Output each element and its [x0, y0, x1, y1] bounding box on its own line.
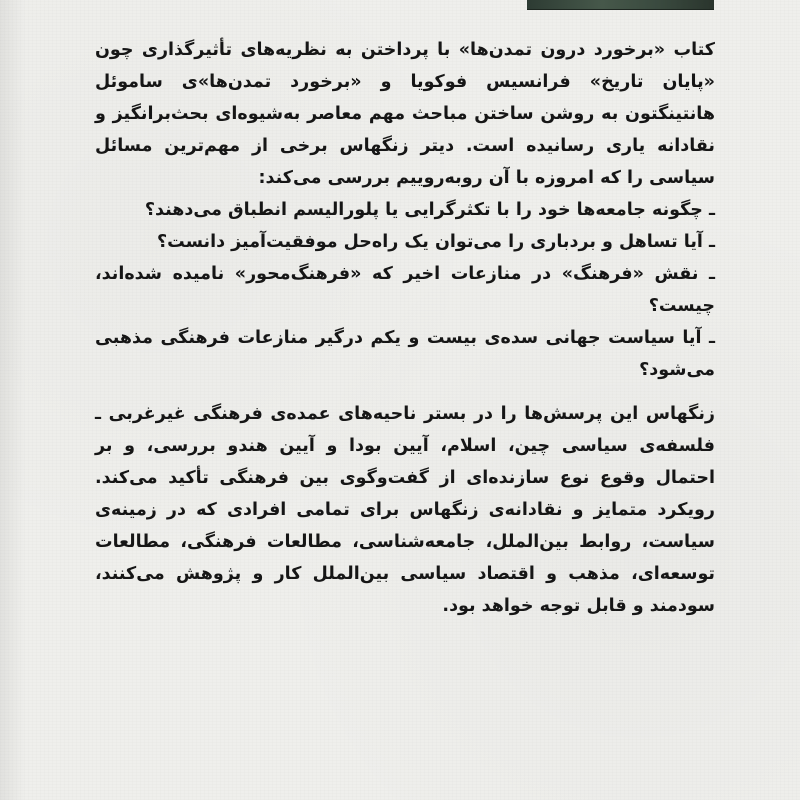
question-item-3: ـ نقش «فرهنگ» در منازعات اخیر که «فرهنگ‌محور» نامیده شده‌اند، چیست؟	[95, 264, 715, 316]
page-edge-shadow	[0, 0, 26, 800]
intro-paragraph: کتاب «برخورد درون تمدن‌ها» با پرداختن به نظریه‌های تأثیرگذاری چون «پایان تاریخ» فرانسیس فوکویا و «برخورد تمدن‌ها»ی ساموئل هانتینگتون به روشن ساختن مباحث مهم معاصر به‌شیوه‌ای بحث‌برانگیز و نقادانه یاری رسانیده است. دیتر زنگهاس برخی از مهم‌ترین مسائل سیاسی را که امروزه با آن روبه‌روییم بررسی می‌کند:	[95, 40, 715, 188]
question-item-4: ـ آیا سیاست جهانی سده‌ی بیست و یکم درگیر منازعات فرهنگی مذهبی می‌شود؟	[95, 328, 715, 380]
question-item-2: ـ آیا تساهل و بردباری را می‌توان یک راه‌حل موفقیت‌آمیز دانست؟	[157, 232, 715, 252]
back-cover-text	[95, 34, 715, 622]
closing-paragraph: زنگهاس این پرسش‌ها را در بستر ناحیه‌های عمده‌ی فرهنگی غیرغربی ـ فلسفه‌ی سیاسی چین، اسلام، آیین بودا و آیین هندو بررسی، و بر احتمال وقوع نوع سازنده‌ای از گفت‌وگوی بین فرهنگی تأکید می‌کند. رویکرد متمایز و نقادانه‌ی زنگهاس برای تمامی افرادی که در زمینه‌ی سیاست، روابط بین‌الملل، جامعه‌شناسی، مطالعات فرهنگی، مطالعات توسعه‌ای، مذهب و اقتصاد سیاسی بین‌الملل کار و پژوهش می‌کنند، سودمند و قابل توجه خواهد بود.	[95, 404, 715, 616]
question-item-1: ـ چگونه جامعه‌ها خود را با تکثرگرایی یا پلورالیسم انطباق می‌دهند؟	[144, 200, 715, 220]
cover-image-strip	[527, 0, 714, 10]
paragraph-gap	[95, 386, 715, 398]
